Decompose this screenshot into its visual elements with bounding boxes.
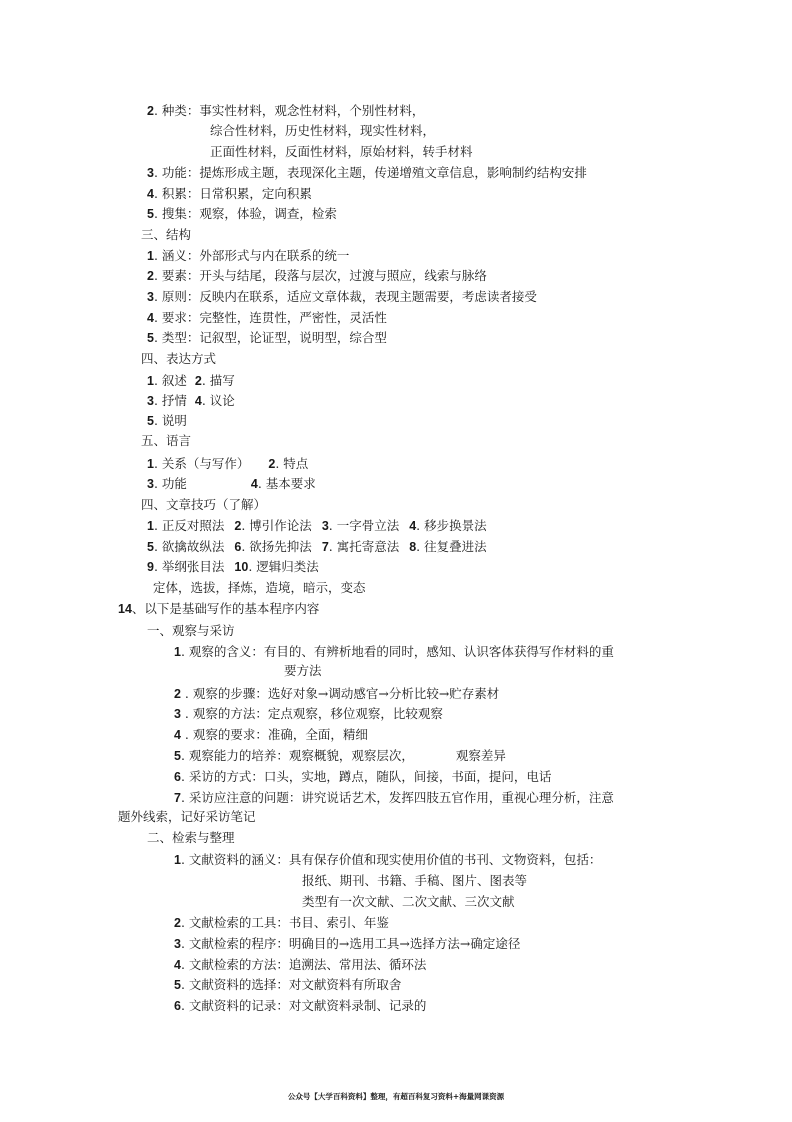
text-line: 报纸、期刊、书籍、手稿、图片、图表等 xyxy=(302,873,528,888)
text-line: 5. 搜集：观察，体验，调查，检索 xyxy=(147,206,337,221)
section-heading: 二、检索与整理 xyxy=(147,830,235,845)
text-line: 4. 要求：完整性，连贯性，严密性，灵活性 xyxy=(147,310,387,325)
text-line: 3. 抒情 4. 议论 xyxy=(147,393,235,408)
text-line: 题外线索，记好采访笔记 xyxy=(118,809,256,824)
text-line: 1. 正反对照法 2. 博引作论法 3. 一字骨立法 4. 移步换景法 xyxy=(147,518,487,533)
text-line: 5. 类型：记叙型，论证型，说明型，综合型 xyxy=(147,330,387,345)
text-line: 3. 功能：提炼形成主题，表现深化主题，传递增殖文章信息，影响制约结构安排 xyxy=(147,165,587,180)
section-heading: 三、结构 xyxy=(141,227,192,242)
page-footer: 公众号【大学百科资料】整理，有超百科复习资料+海量网课资源 xyxy=(287,1092,505,1101)
text-line: 3. 文献检索的程序：明确目的→选用工具→选择方法→确定途径 xyxy=(174,936,521,951)
text-line: 要方法 xyxy=(284,663,322,678)
text-line: 1. 叙述 2. 描写 xyxy=(147,373,235,388)
text-line: 6. 采访的方式：口头，实地，蹲点，随队，间接，书面，提问，电话 xyxy=(174,769,552,784)
text-line: 类型有一次文献、二次文献、三次文献 xyxy=(302,894,515,909)
text-line: 5. 观察能力的培养：观察概貌，观察层次， 观察差异 xyxy=(174,748,506,763)
text-line: 2. 要素：开头与结尾，段落与层次，过渡与照应，线索与脉络 xyxy=(147,268,487,283)
text-line: 1. 文献资料的涵义：具有保存价值和现实使用价值的书刊、文物资料，包括： xyxy=(174,852,602,867)
text-line: 5. 文献资料的选择：对文献资料有所取舍 xyxy=(174,977,402,992)
section-heading: 一、观察与采访 xyxy=(147,623,235,638)
text-line: 3. 原则：反映内在联系，适应文章体裁，表现主题需要，考虑读者接受 xyxy=(147,289,537,304)
text-line: 定体，选拔，择炼，造境，暗示，变态 xyxy=(153,580,366,595)
text-line: 5. 说明 xyxy=(147,413,187,428)
text-line: 正面性材料，反面性材料，原始材料，转手材料 xyxy=(210,144,473,159)
section-heading: 14、以下是基础写作的基本程序内容 xyxy=(118,601,320,616)
section-heading: 四、表达方式 xyxy=(141,351,217,366)
text-line: 2. 文献检索的工具：书目、索引、年鉴 xyxy=(174,915,389,930)
text-line: 4. 积累：日常积累，定向积累 xyxy=(147,186,312,201)
text-line: 4 . 观察的要求：准确，全面，精细 xyxy=(174,727,368,742)
text-line: 4. 文献检索的方法：追溯法、常用法、循环法 xyxy=(174,957,427,972)
text-line: 3 . 观察的方法：定点观察，移位观察，比较观察 xyxy=(174,706,443,721)
text-line: 综合性材料，历史性材料，现实性材料， xyxy=(210,123,436,138)
section-heading: 四、文章技巧（了解） xyxy=(141,497,267,512)
text-line: 2 . 观察的步骤：选好对象→调动感官→分析比较→贮存素材 xyxy=(174,686,500,701)
text-line: 2. 种类：事实性材料，观念性材料，个别性材料， xyxy=(147,103,425,118)
text-line: 1. 观察的含义：有目的、有辨析地看的同时，感知、认识客体获得写作材料的重 xyxy=(174,644,614,659)
text-line: 9. 举纲张目法 10. 逻辑归类法 xyxy=(147,559,319,574)
text-line: 5. 欲擒故纵法 6. 欲扬先抑法 7. 寓托寄意法 8. 往复叠进法 xyxy=(147,539,487,554)
text-line: 1. 涵义：外部形式与内在联系的统一 xyxy=(147,248,350,263)
text-line: 3. 功能 4. 基本要求 xyxy=(147,476,316,491)
text-line: 1. 关系（与写作） 2. 特点 xyxy=(147,456,309,471)
text-line: 7. 采访应注意的问题：讲究说话艺术，发挥四肢五官作用，重视心理分析，注意 xyxy=(174,790,614,805)
section-heading: 五、语言 xyxy=(141,433,192,448)
text-line: 6. 文献资料的记录：对文献资料录制、记录的 xyxy=(174,998,427,1013)
